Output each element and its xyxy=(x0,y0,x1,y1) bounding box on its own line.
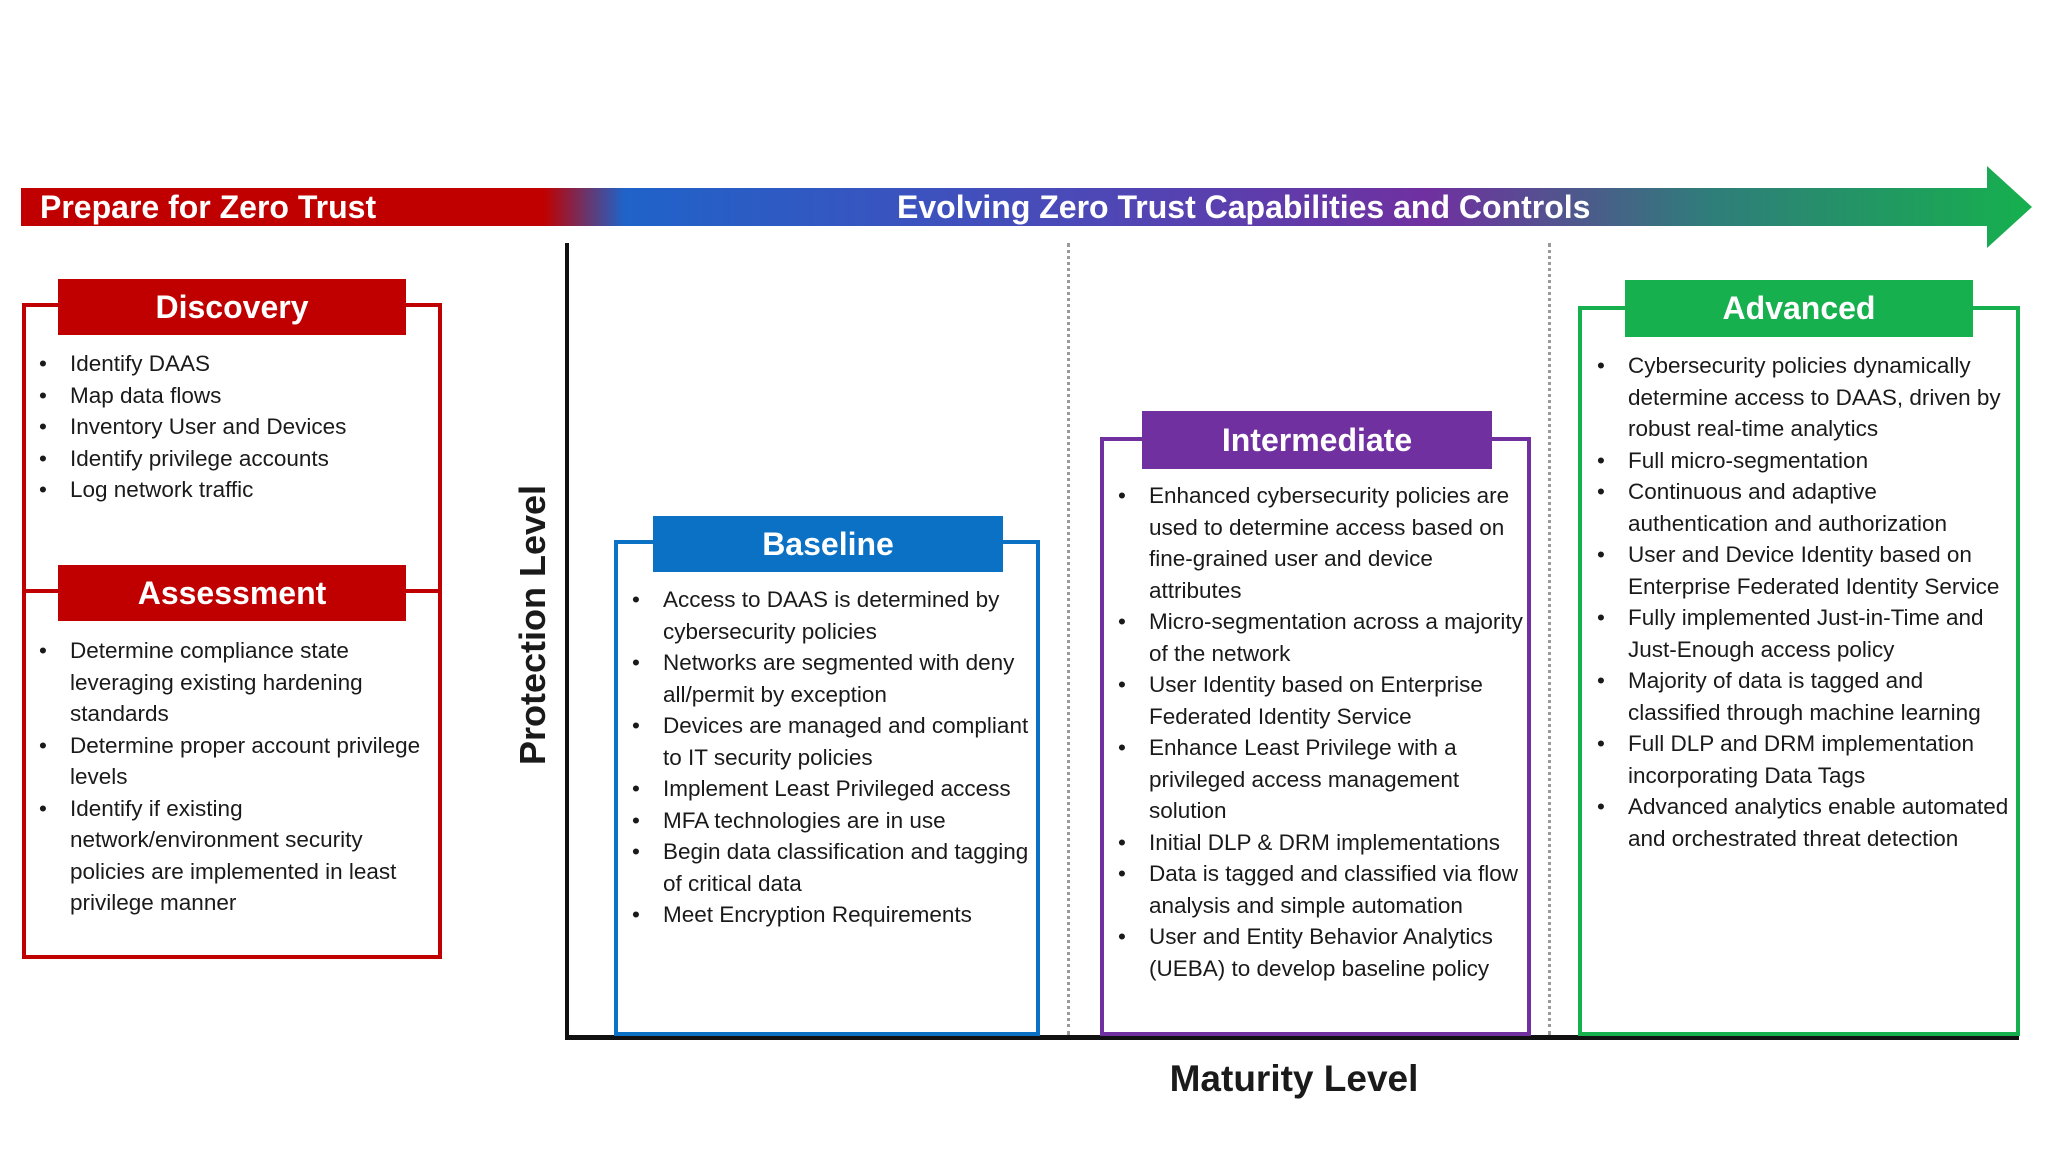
prepare-zero-trust-label: Prepare for Zero Trust xyxy=(40,189,377,225)
intermediate-item: • Enhanced cybersecurity policies are used to determine access based on fine-grained user and device attributes xyxy=(1118,480,1528,606)
discovery-item: • Map data flows xyxy=(39,380,429,412)
advanced-item: • Advanced analytics enable automated and orchestrated threat detection xyxy=(1597,791,2017,854)
assessment-item: • Determine compliance state leveraging existing hardening standards xyxy=(39,635,429,730)
assessment-item: • Identify if existing network/environment security policies are implemented in least privilege manner xyxy=(39,793,429,919)
discovery-item: • Log network traffic xyxy=(39,474,429,506)
intermediate-item: • Data is tagged and classified via flow analysis and simple automation xyxy=(1118,858,1528,921)
y-axis-line xyxy=(565,243,569,1040)
assessment-title: Assessment xyxy=(58,565,406,621)
baseline-item: • Networks are segmented with deny all/permit by exception xyxy=(632,647,1036,710)
advanced-item: • Full micro-segmentation xyxy=(1597,445,2017,477)
assessment-list xyxy=(39,635,429,919)
intermediate-title: Intermediate xyxy=(1142,411,1492,469)
x-axis-label: Maturity Level xyxy=(1169,1058,1419,1099)
advanced-list xyxy=(1597,350,2017,854)
advanced-item: • Fully implemented Just-in-Time and Just-Enough access policy xyxy=(1597,602,2017,665)
advanced-item: • User and Device Identity based on Enterprise Federated Identity Service xyxy=(1597,539,2017,602)
assessment-item: • Determine proper account privilege levels xyxy=(39,730,429,793)
intermediate-item: • User Identity based on Enterprise Federated Identity Service xyxy=(1118,669,1528,732)
baseline-title: Baseline xyxy=(653,516,1003,572)
baseline-item: • Meet Encryption Requirements xyxy=(632,899,1036,931)
intermediate-list xyxy=(1118,480,1528,984)
baseline-list xyxy=(632,584,1036,931)
advanced-title: Advanced xyxy=(1625,280,1973,337)
zero-trust-banner-arrow xyxy=(21,166,2032,248)
discovery-list xyxy=(39,348,429,506)
intermediate-item: • User and Entity Behavior Analytics (UEBA) to develop baseline policy xyxy=(1118,921,1528,984)
advanced-item: • Full DLP and DRM implementation incorporating Data Tags xyxy=(1597,728,2017,791)
intermediate-item: • Micro-segmentation across a majority of the network xyxy=(1118,606,1528,669)
advanced-item: • Cybersecurity policies dynamically determine access to DAAS, driven by robust real-time analytics xyxy=(1597,350,2017,445)
discovery-title: Discovery xyxy=(58,279,406,335)
evolving-capabilities-label: Evolving Zero Trust Capabilities and Controls xyxy=(897,189,1591,225)
y-axis-label: Protection Level xyxy=(512,484,553,766)
baseline-item: • Begin data classification and tagging of critical data xyxy=(632,836,1036,899)
discovery-item: • Identify privilege accounts xyxy=(39,443,429,475)
intermediate-item: • Enhance Least Privilege with a privileged access management solution xyxy=(1118,732,1528,827)
baseline-item: • Devices are managed and compliant to IT security policies xyxy=(632,710,1036,773)
advanced-item: • Majority of data is tagged and classified through machine learning xyxy=(1597,665,2017,728)
stage-divider-2 xyxy=(1548,243,1551,1035)
baseline-item: • Implement Least Privileged access xyxy=(632,773,1036,805)
baseline-item: • MFA technologies are in use xyxy=(632,805,1036,837)
baseline-item: • Access to DAAS is determined by cybersecurity policies xyxy=(632,584,1036,647)
intermediate-item: • Initial DLP & DRM implementations xyxy=(1118,827,1528,859)
discovery-item: • Identify DAAS xyxy=(39,348,429,380)
stage-divider-1 xyxy=(1067,243,1070,1035)
advanced-item: • Continuous and adaptive authentication and authorization xyxy=(1597,476,2017,539)
discovery-item: • Inventory User and Devices xyxy=(39,411,429,443)
